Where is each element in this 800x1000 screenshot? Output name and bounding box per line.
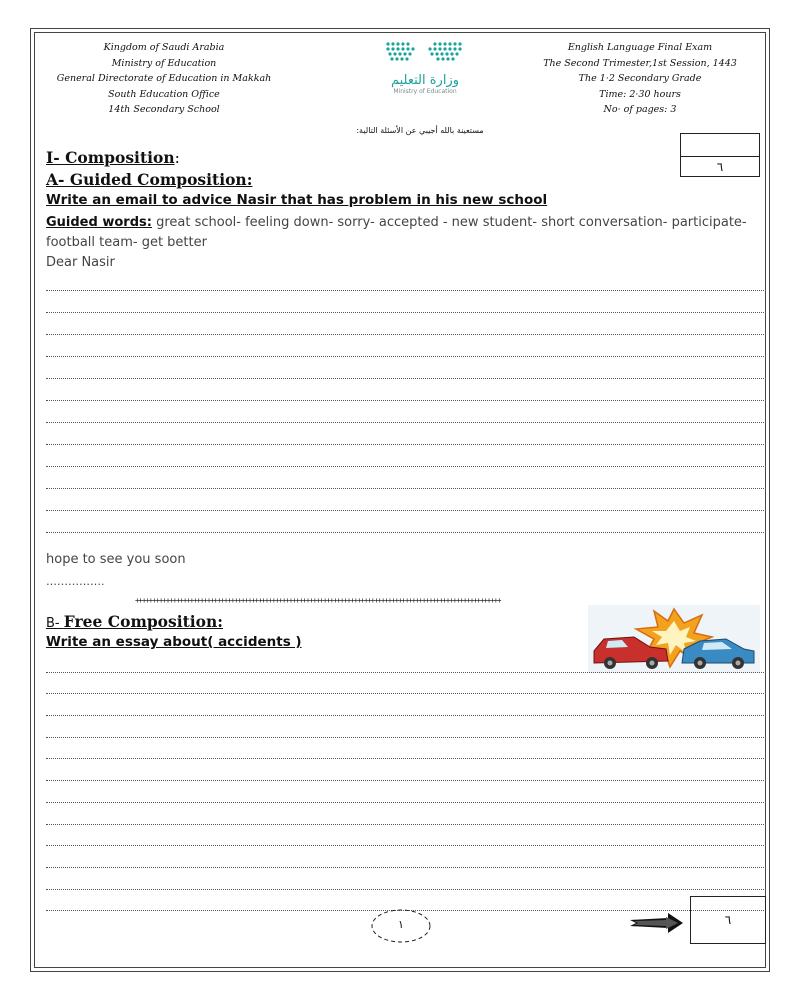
email-signature-blank[interactable]: ……………. xyxy=(46,575,105,588)
score-box xyxy=(680,133,760,177)
answer-line[interactable] xyxy=(46,379,766,401)
answer-line[interactable] xyxy=(46,694,766,716)
header-right-line: English Language Final Exam xyxy=(567,42,713,53)
section-separator: +++++++++++++++++++++++++++++++++++++++++++++++++++++++++++++++++++++++++++++++++++++++++++++++++++++++++++ xyxy=(135,596,501,605)
header-left-line: Ministry of Education xyxy=(111,57,217,69)
answer-line[interactable] xyxy=(46,716,766,738)
free-composition-heading xyxy=(46,612,223,631)
header-right xyxy=(520,40,760,118)
header-left xyxy=(44,40,284,118)
composition-heading xyxy=(46,148,180,167)
final-score-box: ٦ xyxy=(690,896,766,944)
answer-line[interactable] xyxy=(46,423,766,445)
free-composition-title: Free Composition: xyxy=(63,612,224,631)
score-value: ٦ xyxy=(716,160,724,174)
logo-english-text: Ministry of Education xyxy=(393,88,457,95)
email-greeting: Dear Nasir xyxy=(46,255,115,270)
answer-line[interactable] xyxy=(46,357,766,379)
logo-arabic-text: وزارة التعليم xyxy=(390,73,460,88)
answer-line[interactable] xyxy=(46,738,766,760)
answer-line[interactable] xyxy=(46,489,766,511)
answer-line[interactable] xyxy=(46,467,766,489)
answer-line[interactable] xyxy=(46,673,766,695)
guided-task: Write an email to advice Nasir that has problem in his new school xyxy=(46,192,548,208)
answer-line[interactable] xyxy=(46,803,766,825)
guided-words xyxy=(46,213,762,253)
guided-words-text: great school- feeling down- sorry- accepted - new student- short conversation- participate- football team- get better xyxy=(46,215,747,250)
header-right-line: The Second Trimester,1st Session, 1443 xyxy=(543,57,737,69)
composition-title-colon: : xyxy=(174,149,180,167)
guided-words-label: Guided words: xyxy=(46,215,152,230)
guided-composition-title: A- Guided Composition: xyxy=(46,170,253,189)
free-answer-lines[interactable] xyxy=(46,651,766,911)
free-task: Write an essay about( accidents ) xyxy=(46,634,302,650)
exam-instruction-arabic: مستعينة بالله أجيبي عن الأسئلة التالية: xyxy=(356,126,484,135)
header-left-line: General Directorate of Education in Makkah xyxy=(56,73,272,84)
answer-line[interactable] xyxy=(46,335,766,357)
page-number xyxy=(370,908,432,944)
composition-title: I- Composition xyxy=(46,148,175,167)
score-box-divider xyxy=(681,156,759,157)
header-right-line: Time: 2·30 hours xyxy=(599,88,681,100)
answer-line[interactable] xyxy=(46,401,766,423)
header-left-line: Kingdom of Saudi Arabia xyxy=(103,42,225,53)
answer-line[interactable] xyxy=(46,651,766,673)
guided-answer-lines[interactable] xyxy=(46,269,766,533)
email-closing: hope to see you soon xyxy=(46,552,186,567)
answer-line[interactable] xyxy=(46,313,766,335)
ministry-logo xyxy=(355,38,495,98)
answer-line[interactable] xyxy=(46,291,766,313)
answer-line[interactable] xyxy=(46,269,766,291)
header-right-line: No· of pages: 3 xyxy=(603,104,677,115)
answer-line[interactable] xyxy=(46,511,766,533)
answer-line[interactable] xyxy=(46,846,766,868)
free-composition-prefix: B- xyxy=(46,616,64,631)
next-page-arrow-icon xyxy=(628,912,684,934)
header-left-line: 14th Secondary School xyxy=(108,104,220,115)
ministry-logo-icon xyxy=(380,38,470,68)
answer-line[interactable] xyxy=(46,759,766,781)
answer-line[interactable] xyxy=(46,445,766,467)
answer-line[interactable] xyxy=(46,781,766,803)
header-left-line: South Education Office xyxy=(108,88,220,100)
header-right-line: The 1·2 Secondary Grade xyxy=(578,73,702,84)
page-number-value: ١ xyxy=(398,918,404,931)
answer-line[interactable] xyxy=(46,868,766,890)
answer-line[interactable] xyxy=(46,825,766,847)
